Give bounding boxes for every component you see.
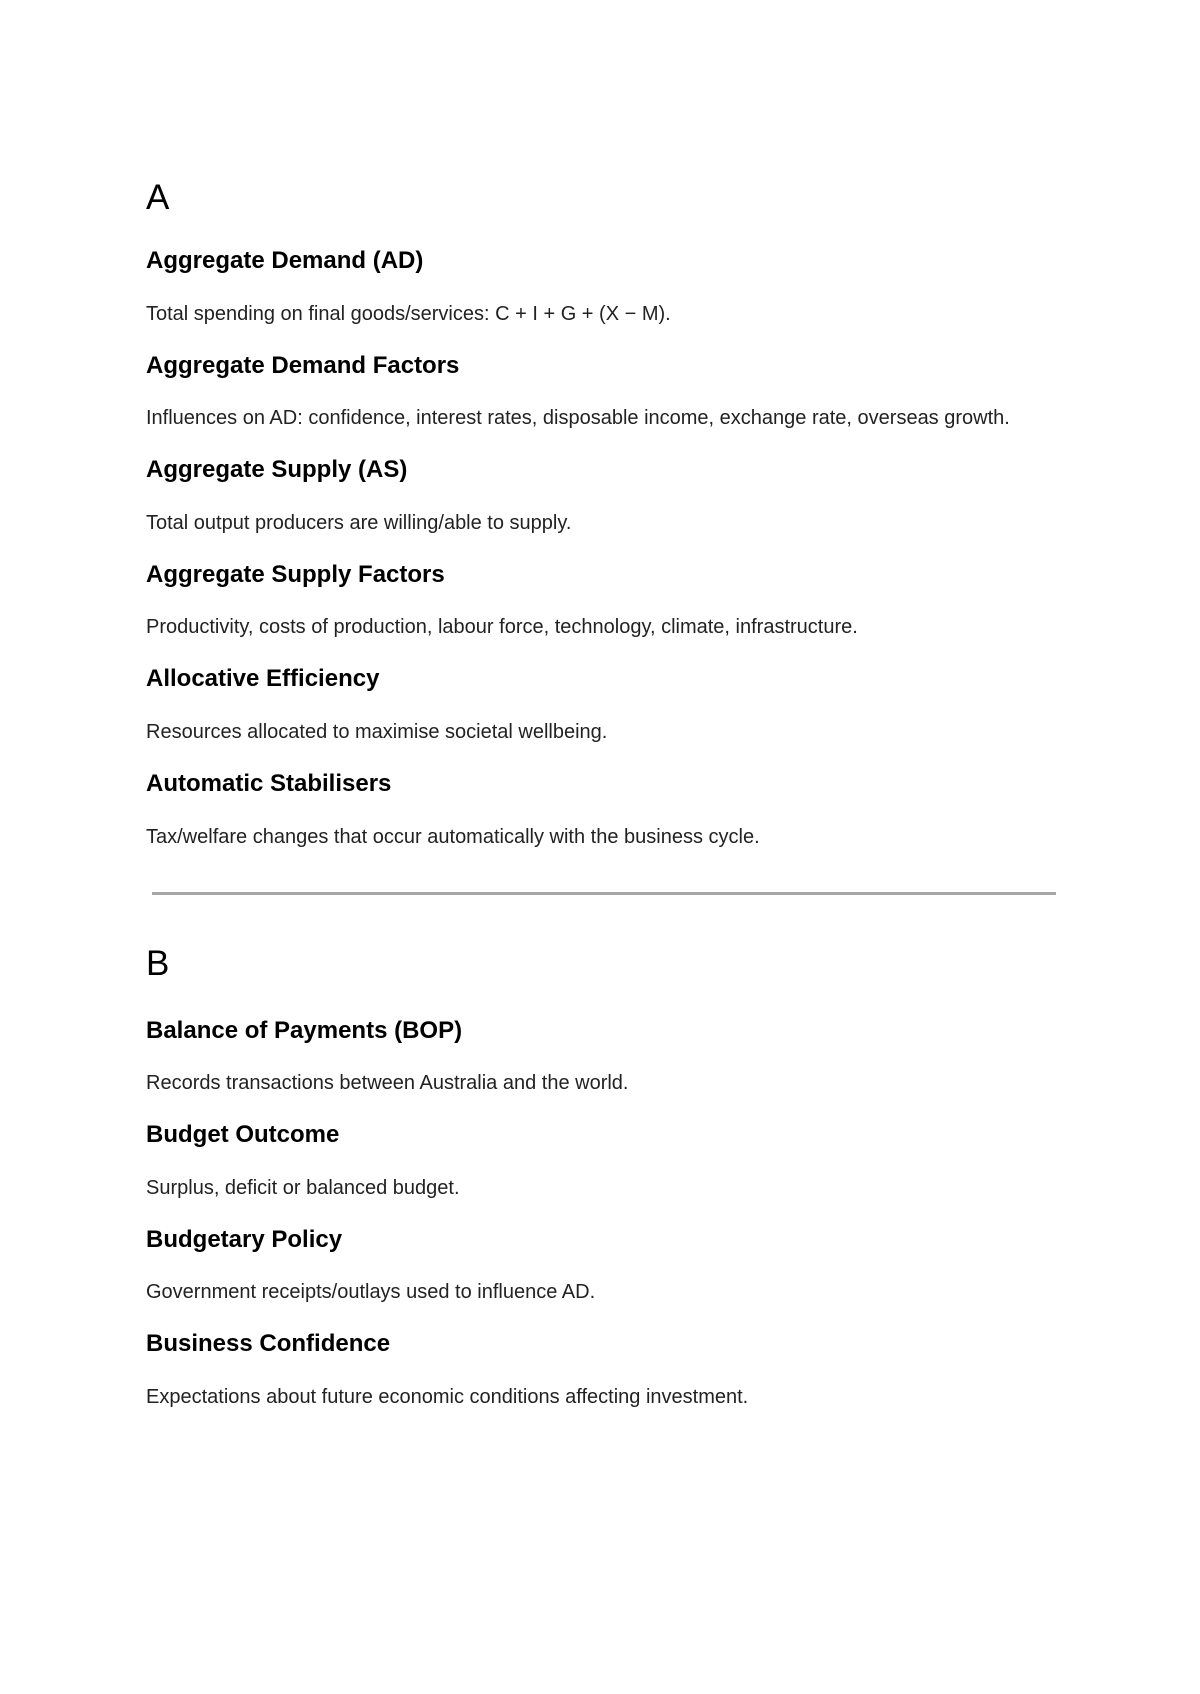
glossary-definition: Total spending on final goods/services: C + I + G + (X − M). [146, 302, 671, 325]
section-letter: B [146, 943, 170, 983]
glossary-entry [146, 456, 1060, 538]
glossary-definition: Tax/welfare changes that occur automatically with the business cycle. [146, 825, 760, 848]
glossary-entry [146, 1226, 1060, 1308]
glossary-definition: Resources allocated to maximise societal wellbeing. [146, 720, 608, 743]
glossary-term: Automatic Stabilisers [146, 769, 392, 797]
glossary-entry [146, 247, 1060, 329]
glossary-term: Aggregate Supply Factors [146, 560, 445, 588]
glossary-page [146, 178, 1060, 1412]
glossary-term: Business Confidence [146, 1330, 391, 1358]
glossary-term: Budgetary Policy [146, 1225, 343, 1253]
glossary-entry [146, 352, 1060, 434]
glossary-term: Aggregate Supply (AS) [146, 456, 408, 484]
glossary-definition: Expectations about future economic conditions affecting investment. [146, 1385, 749, 1408]
section-b [146, 943, 1060, 1412]
glossary-entry [146, 1121, 1060, 1203]
section-divider [152, 892, 1056, 895]
glossary-entry [146, 561, 1060, 643]
glossary-definition: Influences on AD: confidence, interest rates, disposable income, exchange rate, overseas growth. [146, 407, 1010, 430]
glossary-entry [146, 665, 1060, 747]
section-letter: A [146, 178, 170, 217]
glossary-entry [146, 770, 1060, 852]
glossary-definition: Government receipts/outlays used to influence AD. [146, 1281, 596, 1304]
glossary-entry [146, 1330, 1060, 1412]
glossary-term: Budget Outcome [146, 1121, 340, 1149]
glossary-definition: Records transactions between Australia and the world. [146, 1072, 629, 1095]
section-a [146, 180, 1060, 852]
glossary-entry [146, 1017, 1060, 1099]
glossary-term: Aggregate Demand Factors [146, 351, 460, 379]
glossary-definition: Total output producers are willing/able to supply. [146, 511, 572, 534]
glossary-definition: Productivity, costs of production, labour force, technology, climate, infrastructure. [146, 616, 858, 639]
glossary-term: Aggregate Demand (AD) [146, 247, 424, 274]
glossary-term: Allocative Efficiency [146, 665, 380, 693]
glossary-term: Balance of Payments (BOP) [146, 1016, 463, 1044]
glossary-definition: Surplus, deficit or balanced budget. [146, 1176, 460, 1199]
